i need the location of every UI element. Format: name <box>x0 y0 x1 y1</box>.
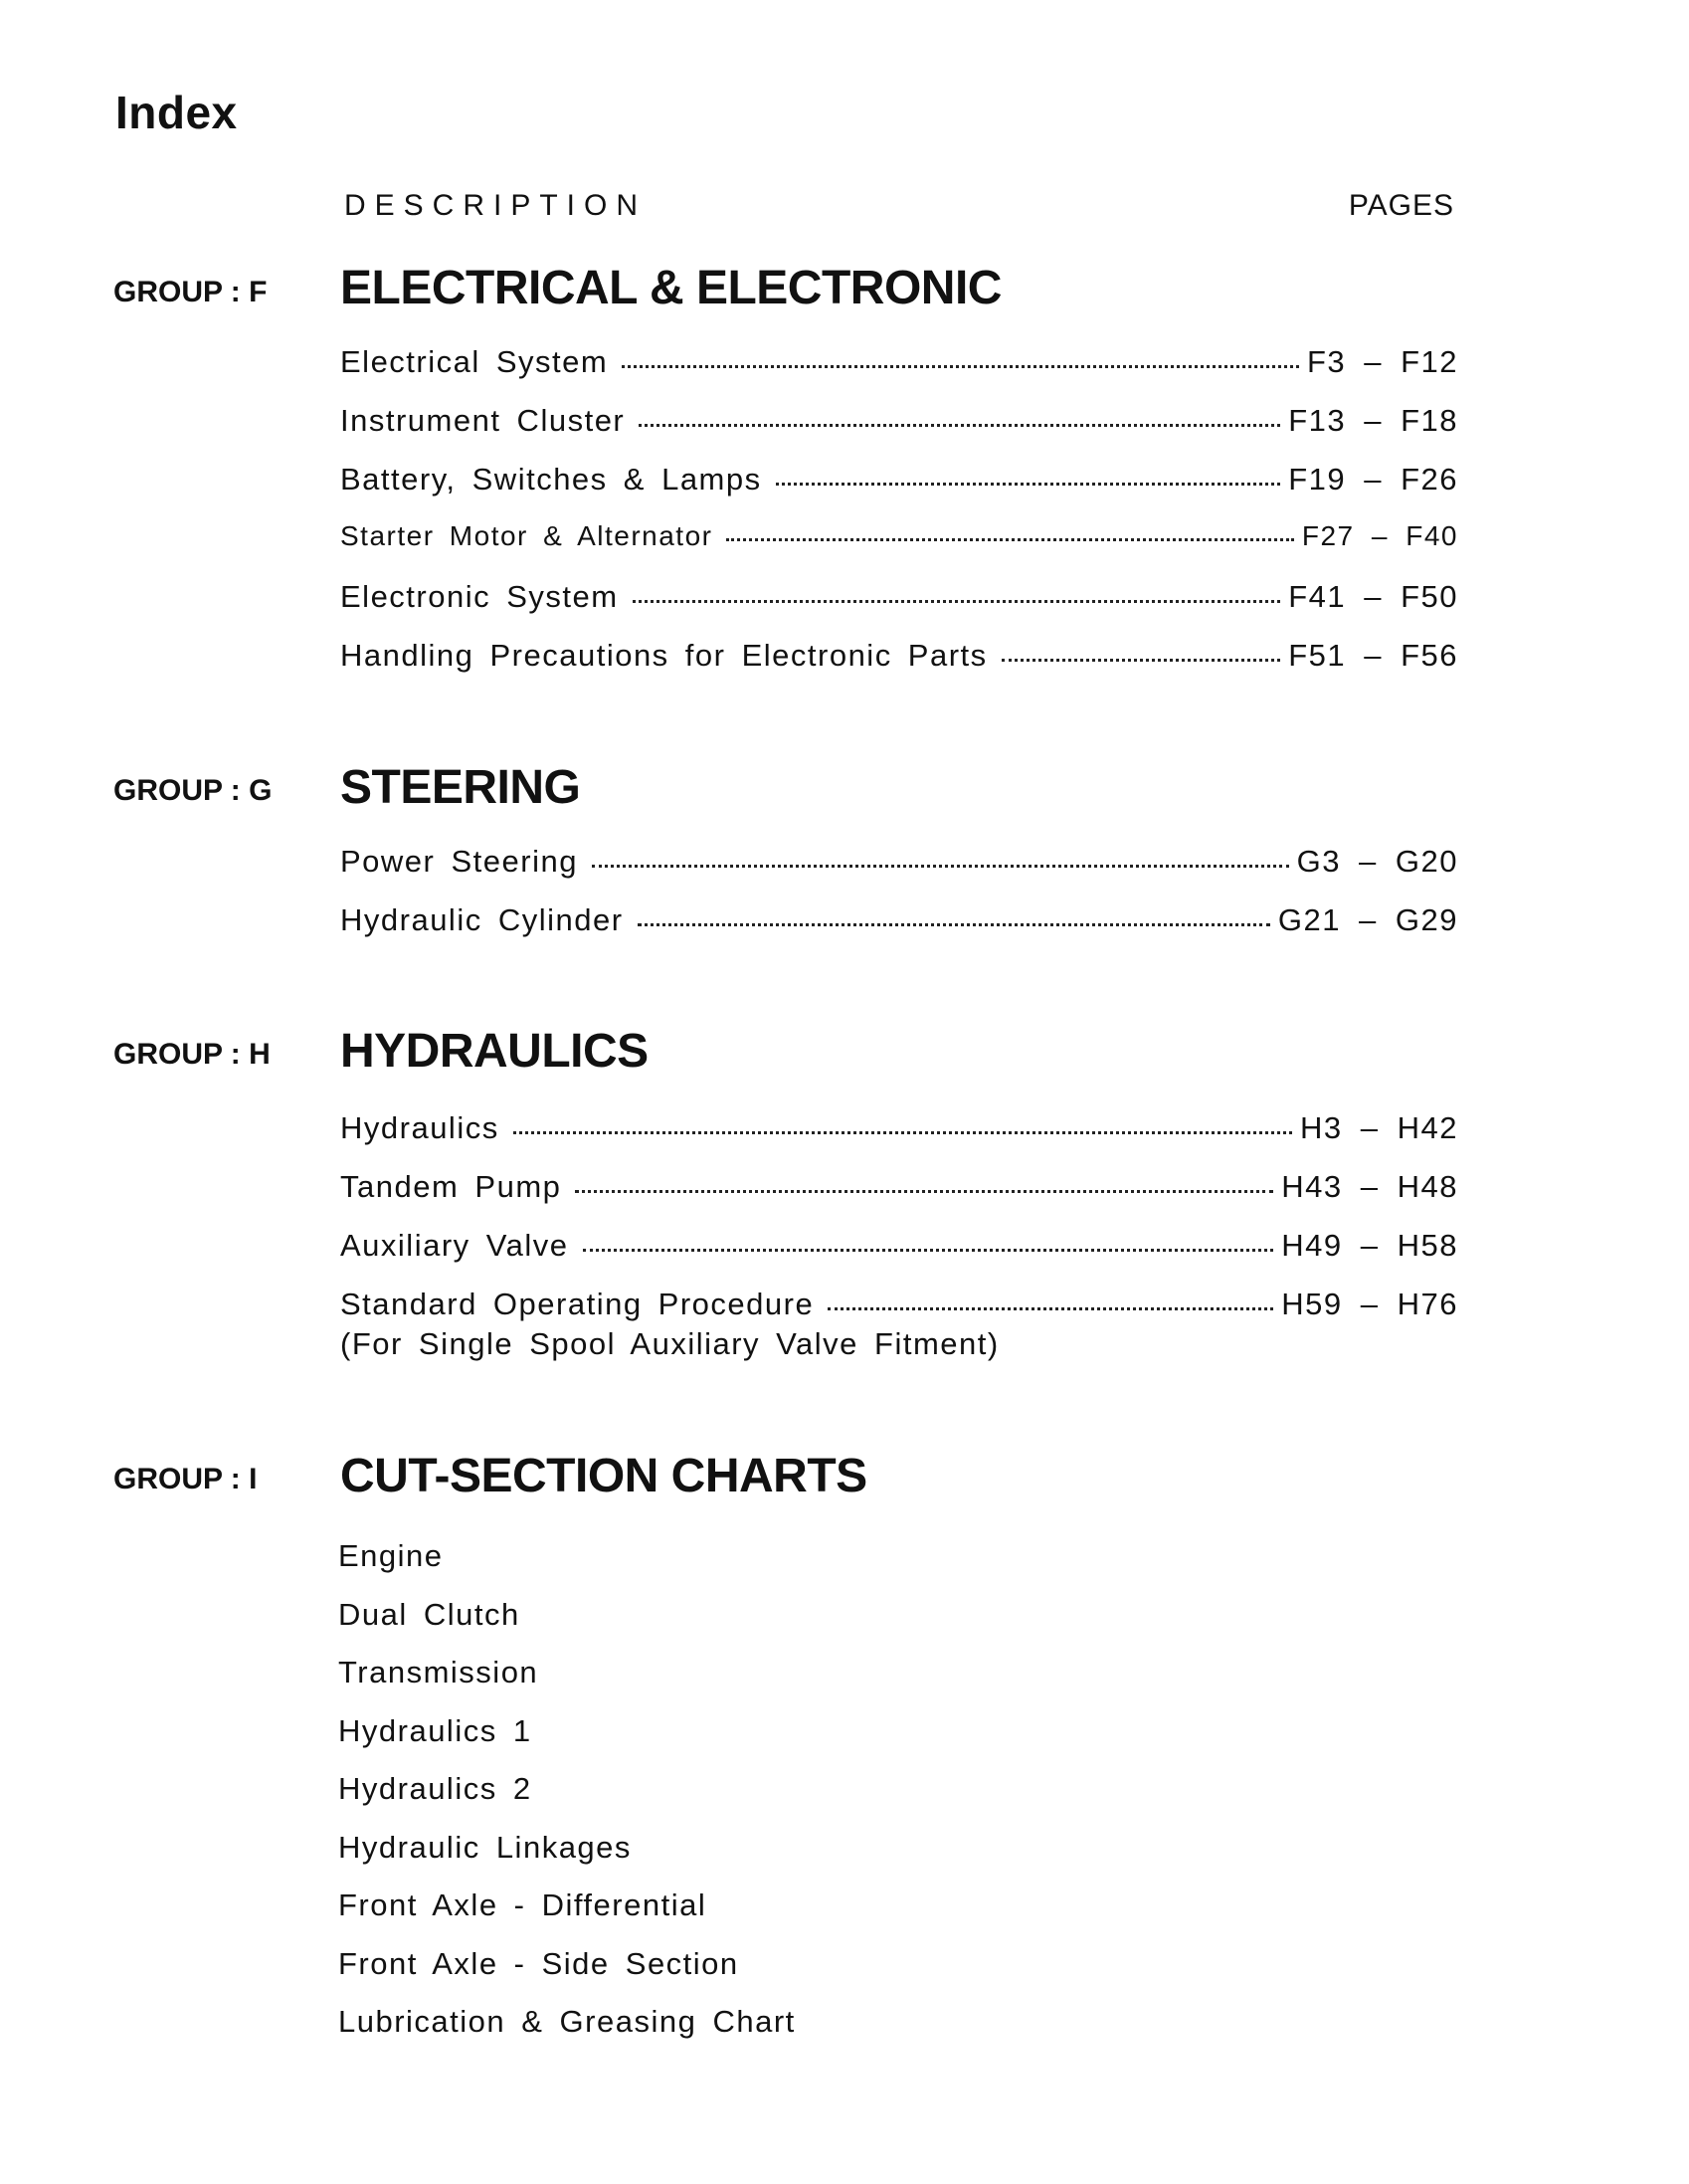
chart-list <box>338 1538 1456 2063</box>
dot-leader <box>828 1307 1273 1310</box>
dot-leader <box>726 538 1293 541</box>
toc-entry[interactable] <box>340 520 1458 579</box>
list-item[interactable]: Hydraulics 1 <box>338 1712 532 1748</box>
group-label: GROUP : F <box>113 276 268 308</box>
dot-leader <box>622 365 1299 368</box>
dot-leader <box>1002 659 1281 662</box>
entry-pages: F51 – F56 <box>1288 638 1458 673</box>
group-label: GROUP : G <box>113 774 273 807</box>
entry-title: Hydraulic Cylinder <box>340 902 624 937</box>
dot-leader <box>639 424 1280 427</box>
column-header-pages: PAGES <box>1348 189 1454 222</box>
entry-title: Electronic System <box>340 579 619 614</box>
list-item[interactable]: Front Axle - Side Section <box>338 1945 739 1981</box>
entry-title: Electrical System <box>340 344 609 379</box>
group-label: GROUP : H <box>113 1038 271 1071</box>
dot-leader <box>776 483 1281 486</box>
list-item[interactable]: Dual Clutch <box>338 1596 520 1632</box>
entry-pages: F41 – F50 <box>1288 579 1458 614</box>
toc-entry[interactable] <box>340 638 1458 696</box>
group-title: ELECTRICAL & ELECTRONIC <box>340 262 1002 314</box>
list-item[interactable]: Transmission <box>338 1655 539 1689</box>
dot-leader <box>633 600 1281 603</box>
entry-title: Starter Motor & Alternator <box>340 520 713 551</box>
dot-leader <box>575 1190 1273 1193</box>
entry-pages: F13 – F18 <box>1288 403 1458 438</box>
page-title: Index <box>115 87 238 138</box>
toc-entry[interactable] <box>340 344 1458 403</box>
entry-title: Auxiliary Valve <box>340 1228 569 1263</box>
dot-leader <box>638 923 1270 926</box>
entry-pages: F19 – F26 <box>1288 462 1458 496</box>
toc-entry[interactable] <box>340 403 1458 462</box>
entry-pages: H3 – H42 <box>1300 1110 1458 1145</box>
entry-pages: F27 – F40 <box>1301 520 1458 551</box>
entry-pages: H59 – H76 <box>1281 1287 1458 1321</box>
toc-entry[interactable] <box>340 1228 1458 1287</box>
entry-pages: H43 – H48 <box>1281 1169 1458 1204</box>
entry-list <box>340 344 1458 696</box>
toc-entry[interactable] <box>340 579 1458 638</box>
entry-list <box>340 844 1458 961</box>
list-item[interactable]: Front Axle - Differential <box>338 1887 707 1922</box>
group-label: GROUP : I <box>113 1463 258 1495</box>
entry-subtitle: (For Single Spool Auxiliary Valve Fitment) <box>340 1326 1000 1361</box>
toc-entry[interactable] <box>340 844 1458 902</box>
entry-title: Battery, Switches & Lamps <box>340 462 762 496</box>
entry-pages: H49 – H58 <box>1281 1228 1458 1263</box>
list-item[interactable]: Lubrication & Greasing Chart <box>338 2004 796 2039</box>
entry-pages: G21 – G29 <box>1277 902 1458 937</box>
entry-title: Hydraulics <box>340 1110 499 1145</box>
group-title: STEERING <box>340 761 581 814</box>
dot-leader <box>592 865 1289 868</box>
entry-title: Standard Operating Procedure <box>340 1287 815 1321</box>
group-title: CUT-SECTION CHARTS <box>340 1450 867 1502</box>
toc-entry[interactable] <box>340 462 1458 520</box>
entry-list <box>340 1110 1458 1366</box>
entry-title: Power Steering <box>340 844 578 879</box>
entry-title: Tandem Pump <box>340 1169 562 1204</box>
list-item[interactable]: Engine <box>338 1538 444 1573</box>
toc-entry[interactable] <box>340 902 1458 961</box>
toc-entry[interactable] <box>340 1110 1458 1169</box>
list-item[interactable]: Hydraulic Linkages <box>338 1829 632 1865</box>
dot-leader <box>583 1249 1274 1252</box>
dot-leader <box>513 1131 1292 1134</box>
entry-title: Instrument Cluster <box>340 403 626 438</box>
column-header-description: DESCRIPTION <box>344 189 648 222</box>
entry-pages: F3 – F12 <box>1306 344 1458 379</box>
toc-entry[interactable] <box>340 1169 1458 1228</box>
entry-pages: G3 – G20 <box>1296 844 1458 879</box>
group-title: HYDRAULICS <box>340 1025 649 1078</box>
list-item[interactable]: Hydraulics 2 <box>338 1771 532 1806</box>
entry-title: Handling Precautions for Electronic Parts <box>340 638 988 673</box>
